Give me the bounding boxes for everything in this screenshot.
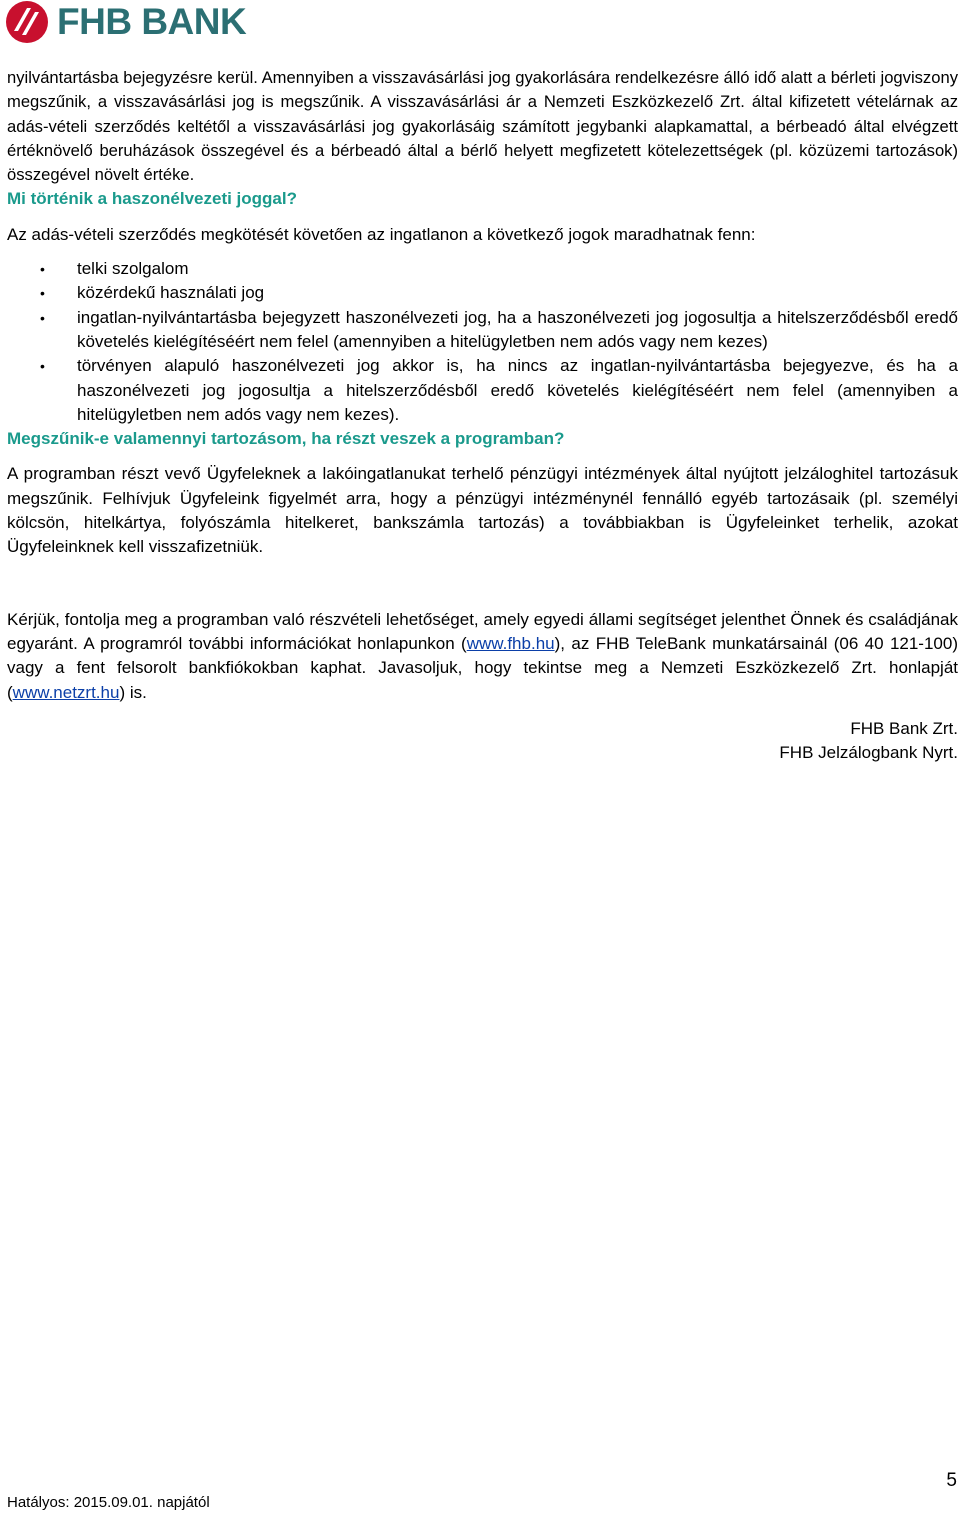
paragraph-debts: A programban részt vevő Ügyfeleknek a lakóingatlanukat terhelő pénzügyi intézmények által nyújtott jelzáloghitel tartozásuk megszűnik. Felhívjuk Ügyfeleink figyelmét arra, hogy a pénzügyi intézménynél fennálló egyéb tartozásaik (pl. személyi kölcsön, hitelkártya, folyószámla hitelkeret, bankszámla tartozás) a továbbiakban is Ügyfeleinket terhelik, azokat Ügyfeleinknek kell visszafizetniük. <box>7 464 958 557</box>
rights-list <box>7 257 958 427</box>
list-item: • törvényen alapuló haszonélvezeti jog akkor is, ha nincs az ingatlan-nyilvántartásba bejegyezve, és ha a haszonélvezeti jog jogosultja a hitelszerződésből eredő követelés kielégítéséért nem felel (amennyiben a hitelügyletben nem adós vagy nem kezes). <box>7 354 958 427</box>
logo-text: FHB BANK <box>57 1 247 42</box>
heading-debts: Megszűnik-e valamennyi tartozásom, ha részt veszek a programban? <box>7 429 565 449</box>
list-item: • telki szolgalom <box>7 257 958 281</box>
fhb-logo-mark-icon <box>5 0 49 44</box>
contact-text-3: ) is. <box>119 682 147 702</box>
contact-text-1: Kérjük, fontolja meg a programban való részvételi lehetőséget, amely egyedi állami segítséget jelenthet Önnek és családjának egyaránt. A programról további információkat honlapunkon ( <box>7 609 958 653</box>
signature-line: FHB Jelzálogbank Nyrt. <box>779 743 958 763</box>
paragraph-rights-intro: Az adás-vételi szerződés megkötését követően az ingatlanon a következő jogok maradhatnak fenn: <box>7 224 756 244</box>
paragraph-contact <box>7 608 958 705</box>
paragraph-buyback: nyilvántartásba bejegyzésre kerül. Amennyiben a visszavásárlási jog gyakorlására rendelkezésre álló idő alatt a bérleti jogviszony megszűnik, a visszavásárlási jog is megszűnik. A visszavásárlási ár a Nemzeti Eszközkezelő Zrt. által kifizetett vételárnak az adás-vételi szerződés keltétől a visszavásárlási jog gyakorlásáig számított jegybanki alapkamattal, a bérbeadó által elvégzett értéknövelő beruházások összegével és a bérbeadó által a bérlő helyett megfizetett kötelezettségek (pl. közüzemi tartozások) összegével növelt értéke. <box>7 68 958 185</box>
fhb-bank-logo <box>5 0 246 44</box>
list-item: • ingatlan-nyilvántartásba bejegyzett haszonélvezeti jog, ha a haszonélvezeti jog jogosultja a hitelszerződésből eredő követelés kielégítéséért nem felel (amennyiben a hitelügyletben nem adós vagy nem kezes) <box>7 306 958 355</box>
netzrt-website-link[interactable]: www.netzrt.hu <box>12 682 120 702</box>
heading-usufruct: Mi történik a haszonélvezeti joggal? <box>7 189 297 209</box>
page-number: 5 <box>946 1470 957 1491</box>
fhb-website-link[interactable]: www.fhb.hu <box>466 633 555 653</box>
list-item: • közérdekű használati jog <box>7 281 958 305</box>
signature-line: FHB Bank Zrt. <box>850 718 958 738</box>
footer-effective-date: Hatályos: 2015.09.01. napjától <box>7 1494 210 1511</box>
signature-block <box>7 717 958 766</box>
document-body <box>7 66 958 765</box>
contact-text-2: ), az FHB TeleBank munkatársainál (06 40 121-100) vagy a fent felsorolt bankfiókokban kaphat. Javasoljuk, hogy tekintse meg a Nemzeti Eszközkezelő Zrt. honlapját ( <box>7 633 958 702</box>
